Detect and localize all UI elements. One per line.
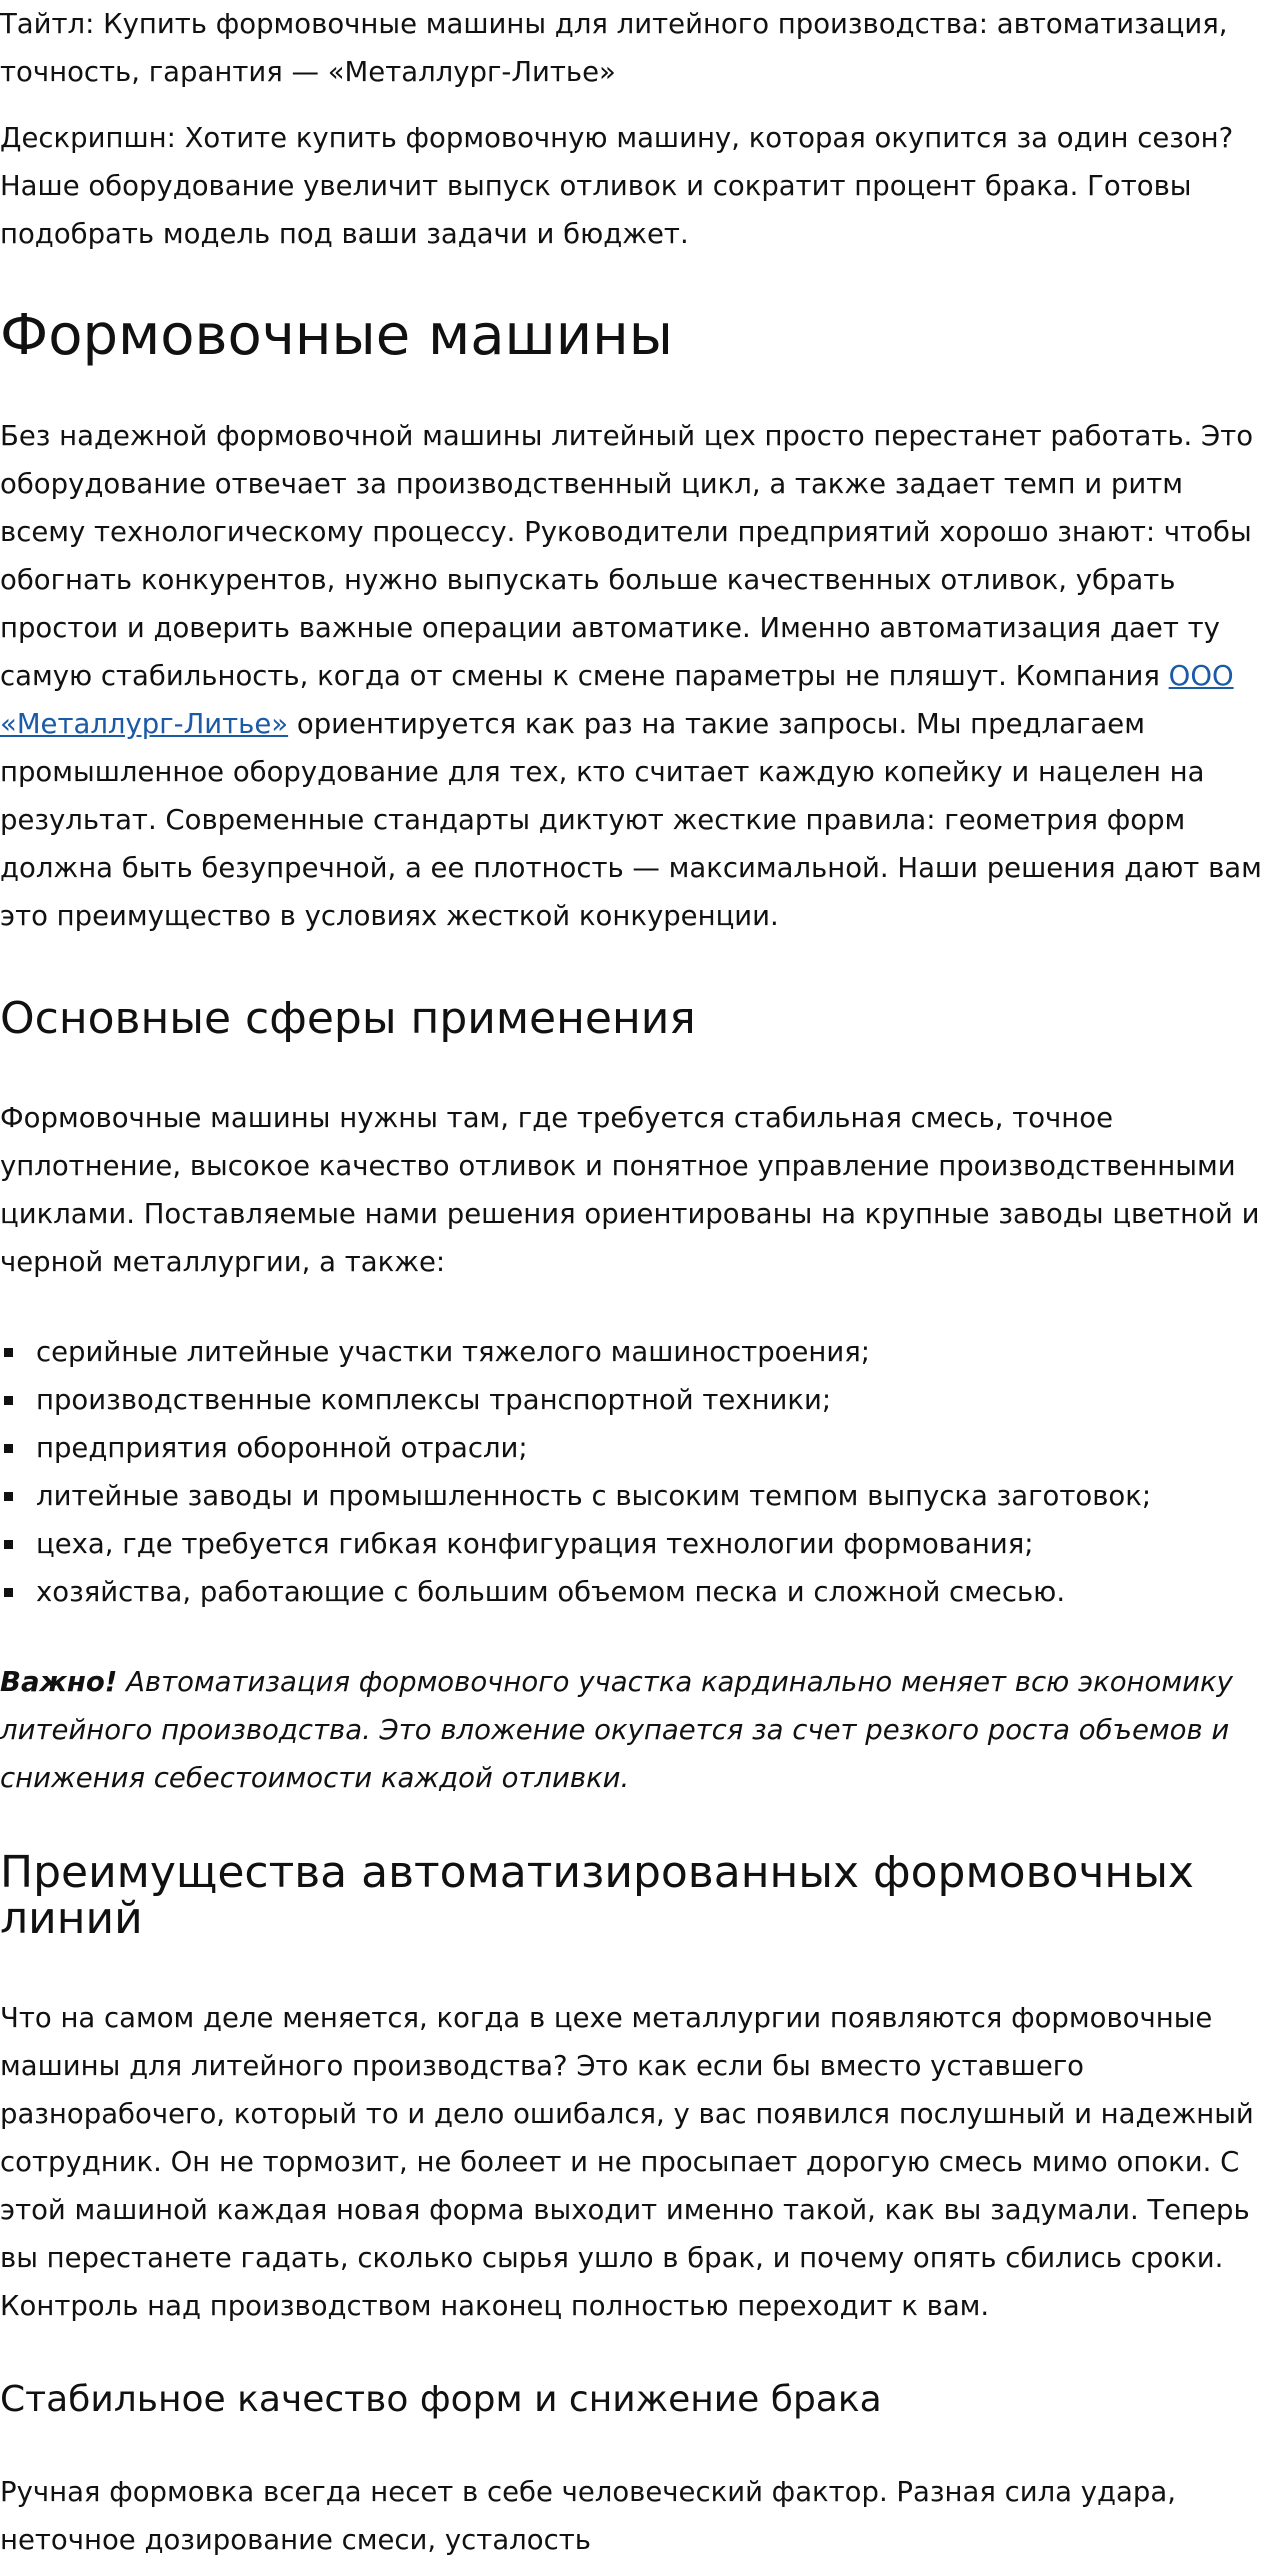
advantages-paragraph: Что на самом деле меняется, когда в цехе металлургии появляются формовочные машины для литейного производства? Это как если бы вместо уставшего разнорабочего, который то и дело ошибался, у вас появился послушный и надежный сотрудник. Он не тормозит, не болеет и не просыпает дорогую смесь мимо опоки. С этой машиной каждая новая форма выходит именно такой, как вы задумали. Теперь вы перестанете гадать, сколько сырья ушло в брак, и почему опять сбились сроки. Контроль над производством наконец полностью переходит к вам. [0, 2002, 1254, 2322]
list-item [0, 1376, 1262, 1424]
list-item [0, 1520, 1262, 1568]
quality-paragraph: Ручная формовка всегда несет в себе человеческий фактор. Разная сила удара, неточное дозирование смеси, усталость [0, 2476, 1176, 2556]
list-item-text: хозяйства, работающие с большим объемом песка и сложной смесью. [36, 1576, 1066, 1608]
section-heading-advantages: Преимущества автоматизированных формовочных линий [0, 1847, 1194, 1944]
important-note-text: Автоматизация формовочного участка кардинально меняет всю экономику литейного производства. Это вложение окупается за счет резкого роста объемов и снижения себестоимости каждой отливки. [0, 1666, 1233, 1794]
intro-text-after-link: ориентируется как раз на такие запросы. Мы предлагаем промышленное оборудование для тех, кто считает каждую копейку и нацелен на результат. Современные стандарты диктуют жесткие правила: геометрия форм должна быть безупречной, а ее плотность — максимальной. Наши решения дают вам это преимущество в условиях жесткой конкуренции. [0, 708, 1262, 932]
important-note [0, 1658, 1262, 1802]
bullet-icon [4, 1348, 13, 1357]
list-item [0, 1424, 1262, 1472]
list-item-text: литейные заводы и промышленность с высоким темпом выпуска заготовок; [36, 1480, 1152, 1512]
list-item-text: предприятия оборонной отрасли; [36, 1432, 528, 1464]
list-item [0, 1568, 1262, 1616]
list-item [0, 1472, 1262, 1520]
bullet-icon [4, 1540, 13, 1549]
list-item-text: производственные комплексы транспортной техники; [36, 1384, 832, 1416]
list-item-text: серийные литейные участки тяжелого машиностроения; [36, 1336, 871, 1368]
important-note-label: Важно! [0, 1666, 118, 1698]
section-heading-applications: Основные сферы применения [0, 993, 696, 1044]
list-item [0, 1328, 1262, 1376]
page-title: Формовочные машины [0, 303, 673, 368]
meta-description: Дескрипшн: Хотите купить формовочную машину, которая окупится за один сезон? Наше оборудование увеличит выпуск отливок и сократит процент брака. Готовы подобрать модель под ваши задачи и бюджет. [0, 122, 1234, 250]
bullet-icon [4, 1588, 13, 1597]
company-link[interactable]: ООО «Металлург-Литье» [0, 660, 1234, 740]
list-item-text: цеха, где требуется гибкая конфигурация технологии формования; [36, 1528, 1034, 1560]
applications-list [0, 1328, 1262, 1616]
meta-title: Тайтл: Купить формовочные машины для литейного производства: автоматизация, точность, гарантия — «Металлург-Литье» [0, 8, 1228, 88]
bullet-icon [4, 1396, 13, 1405]
bullet-icon [4, 1492, 13, 1501]
subsection-heading-quality: Стабильное качество форм и снижение брака [0, 2379, 882, 2420]
applications-paragraph: Формовочные машины нужны там, где требуется стабильная смесь, точное уплотнение, высокое качество отливок и понятное управление производственными циклами. Поставляемые нами решения ориентированы на крупные заводы цветной и черной металлургии, а также: [0, 1102, 1260, 1278]
intro-text-before-link: Без надежной формовочной машины литейный цех просто перестанет работать. Это оборудование отвечает за производственный цикл, а также задает темп и ритм всему технологическому процессу. Руководители предприятий хорошо знают: чтобы обогнать конкурентов, нужно выпускать больше качественных отливок, убрать простои и доверить важные операции автоматике. Именно автоматизация дает ту самую стабильность, когда от смены к смене параметры не пляшут. Компания [0, 420, 1254, 692]
intro-paragraph [0, 412, 1262, 940]
bullet-icon [4, 1444, 13, 1453]
